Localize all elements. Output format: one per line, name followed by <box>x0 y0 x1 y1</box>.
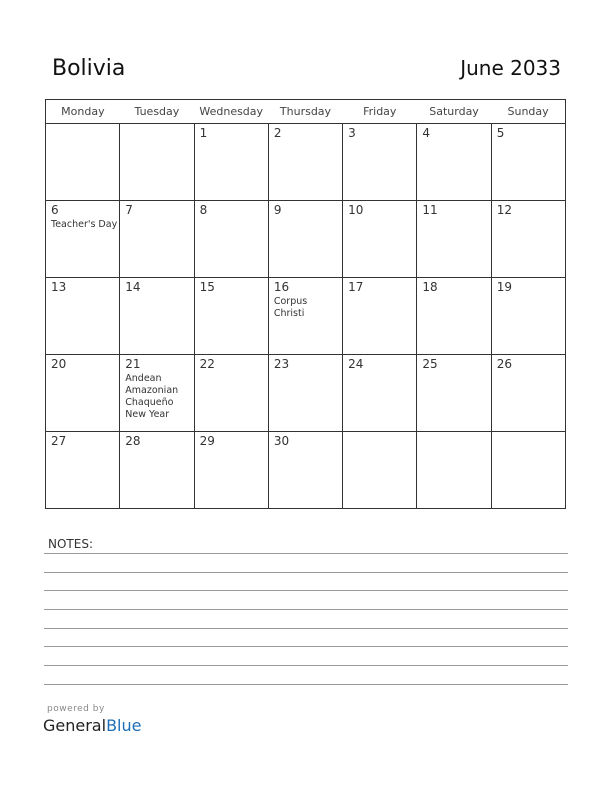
day-number: 6 <box>51 203 59 217</box>
weekday-header: Friday <box>343 100 417 124</box>
calendar-day-cell <box>46 124 120 201</box>
calendar-day-cell <box>46 278 120 355</box>
calendar-day-cell <box>491 355 565 432</box>
month-year-title: June 2033 <box>460 56 561 80</box>
day-number: 15 <box>199 280 215 294</box>
calendar-day-cell <box>491 201 565 278</box>
country-title: Bolivia <box>52 56 126 81</box>
calendar-week-row <box>46 124 566 201</box>
day-number: 20 <box>51 357 67 371</box>
day-number: 16 <box>273 280 290 294</box>
calendar-day-cell <box>120 432 194 509</box>
calendar-day-cell <box>194 278 268 355</box>
day-number: 30 <box>273 434 290 448</box>
weekday-header: Sunday <box>491 100 565 124</box>
day-number: 3 <box>348 126 356 140</box>
calendar-day-cell <box>194 201 268 278</box>
calendar-day-cell <box>343 201 417 278</box>
note-line <box>44 684 568 685</box>
calendar-week-row <box>46 432 566 509</box>
calendar-day-cell <box>194 432 268 509</box>
calendar-day-cell <box>120 124 194 201</box>
day-number: 24 <box>348 357 364 371</box>
brand-logo <box>43 716 141 735</box>
day-number: 5 <box>496 126 505 140</box>
weekday-header-row <box>46 100 566 124</box>
calendar-day-cell <box>120 278 194 355</box>
calendar-day-cell <box>46 355 120 432</box>
note-line <box>44 590 568 591</box>
note-line <box>44 553 568 554</box>
calendar-week-row <box>46 355 566 432</box>
calendar-day-cell <box>268 201 342 278</box>
calendar-day-cell <box>491 278 565 355</box>
calendar-day-cell <box>417 278 491 355</box>
calendar-day-cell <box>268 432 342 509</box>
day-number: 26 <box>496 357 512 371</box>
calendar-day-cell <box>268 124 342 201</box>
day-number: 25 <box>422 357 438 371</box>
calendar-day-cell <box>417 201 491 278</box>
calendar-day-cell <box>417 124 491 201</box>
note-line <box>44 646 568 647</box>
calendar-day-cell <box>46 201 120 278</box>
day-number: 28 <box>125 434 141 448</box>
calendar-day-cell <box>343 278 417 355</box>
day-number: 11 <box>422 203 438 217</box>
day-number: 4 <box>422 126 431 140</box>
weekday-header: Tuesday <box>120 100 194 124</box>
notes-label: NOTES: <box>48 537 93 551</box>
note-line <box>44 628 568 629</box>
day-number: 29 <box>199 434 215 448</box>
calendar-grid <box>45 99 566 509</box>
calendar-day-cell <box>120 355 194 432</box>
day-number: 27 <box>51 434 67 448</box>
day-number: 21 <box>125 357 141 371</box>
calendar-day-cell <box>268 278 342 355</box>
calendar-day-cell <box>491 432 565 509</box>
day-number: 12 <box>496 203 512 217</box>
powered-by-text: powered by <box>47 704 105 714</box>
calendar-day-cell <box>120 201 194 278</box>
day-number: 13 <box>51 280 67 294</box>
note-line <box>44 609 568 610</box>
brand-general: General <box>43 716 107 735</box>
calendar-day-cell <box>194 355 268 432</box>
weekday-header: Thursday <box>268 100 342 124</box>
holiday-label: Teacher's Day <box>51 219 118 230</box>
note-line <box>44 665 568 666</box>
day-number: 22 <box>199 357 215 371</box>
holiday-label: Andean Amazonian Chaqueño New Year <box>125 373 179 420</box>
day-number: 18 <box>422 280 438 294</box>
day-number: 9 <box>273 203 282 217</box>
calendar-day-cell <box>343 355 417 432</box>
day-number: 14 <box>125 280 141 294</box>
calendar-day-cell <box>417 355 491 432</box>
day-number: 10 <box>348 203 364 217</box>
holiday-label: Corpus Christi <box>273 296 308 319</box>
day-number: 1 <box>199 126 208 140</box>
calendar-day-cell <box>491 124 565 201</box>
day-number: 17 <box>348 280 364 294</box>
weekday-header: Wednesday <box>194 100 268 124</box>
note-line <box>44 572 568 573</box>
day-number: 8 <box>199 203 208 217</box>
weekday-header: Saturday <box>417 100 491 124</box>
weekday-header: Monday <box>46 100 120 124</box>
day-number: 19 <box>496 280 512 294</box>
calendar-day-cell <box>194 124 268 201</box>
brand-blue: Blue <box>106 716 142 735</box>
calendar-day-cell <box>417 432 491 509</box>
calendar-week-row <box>46 201 566 278</box>
calendar-day-cell <box>343 432 417 509</box>
calendar-day-cell <box>343 124 417 201</box>
day-number: 23 <box>273 357 290 371</box>
calendar-day-cell <box>268 355 342 432</box>
day-number: 2 <box>273 126 282 140</box>
calendar-day-cell <box>46 432 120 509</box>
calendar-week-row <box>46 278 566 355</box>
day-number: 7 <box>125 203 133 217</box>
